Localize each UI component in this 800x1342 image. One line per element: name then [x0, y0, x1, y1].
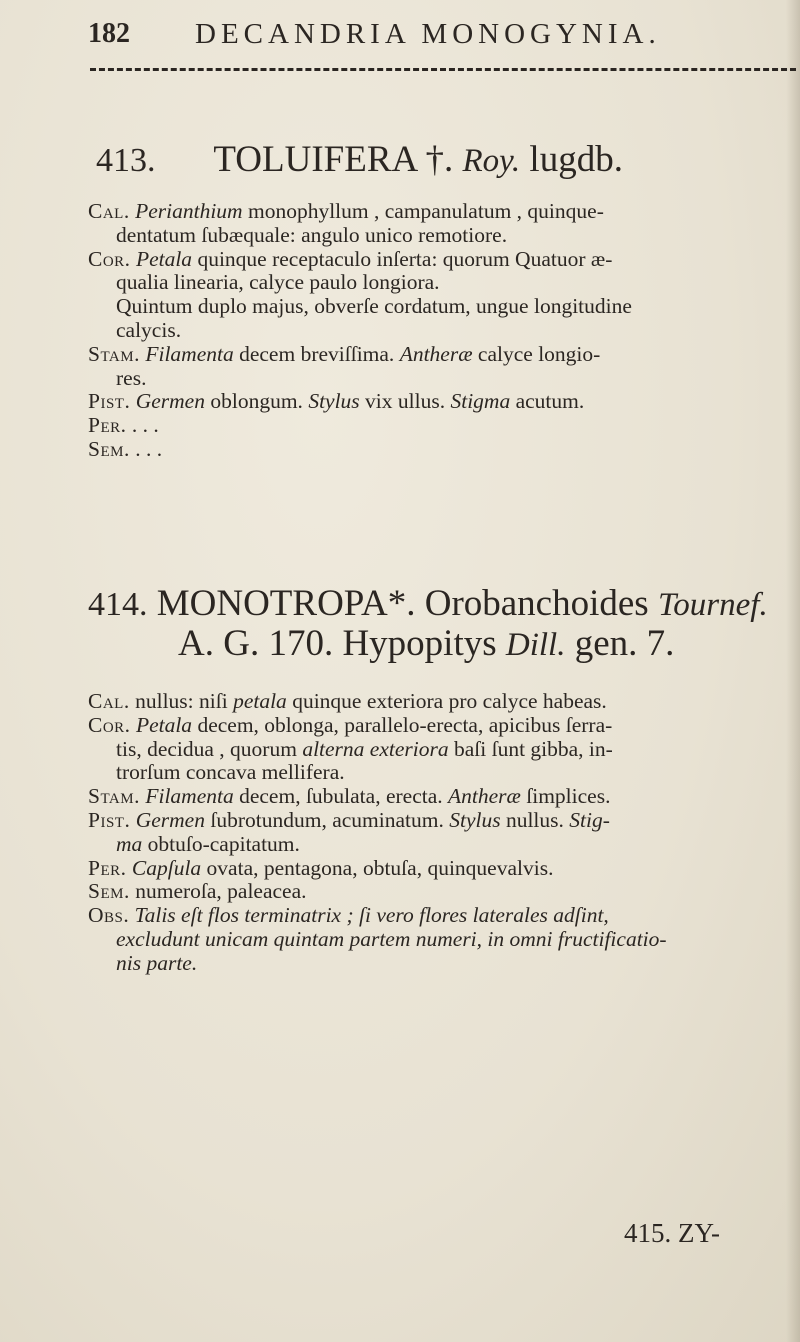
desc-line: nis parte.: [116, 950, 198, 975]
catchword: 415. ZY-: [624, 1218, 720, 1248]
genus-name: MONOTROPA: [156, 583, 388, 624]
entry-414-heading-line2: A. G. 170. Hypopitys Dill. gen. 7.: [178, 623, 675, 664]
desc-line: Obs. Talis eſt flos terminatrix ; ſi vero flores laterales adſint,: [88, 903, 609, 928]
desc-line: qualia linearia, calyce paulo longiora.: [116, 270, 440, 295]
page-edge-shadow: [786, 0, 800, 1342]
desc-line: Pist. Germen ſubrotundum, acuminatum. Stylus nullus. Stig-: [88, 807, 610, 832]
dagger-mark: †.: [425, 139, 454, 180]
entry-414-description: [88, 690, 788, 976]
desc-line: Sem. numeroſa, paleacea.: [88, 879, 307, 904]
synonym: Orobanchoides: [415, 583, 658, 624]
desc-line: Pist. Germen oblongum. Stylus vix ullus. Stigma acutum.: [88, 389, 585, 414]
desc-line: Stam. Filamenta decem, ſubulata, erecta. Antheræ ſimplices.: [88, 784, 611, 809]
desc-line: Cor. Petala quinque receptaculo inſerta: quorum Quatuor æ-: [88, 246, 613, 271]
entry-413-heading: [96, 138, 623, 181]
desc-line: excludunt unicam quintam partem numeri, in omni fructificatio-: [116, 926, 667, 951]
author-name: Dill.: [505, 627, 566, 663]
desc-line: calycis.: [116, 317, 182, 342]
star-mark: *.: [387, 583, 416, 624]
page-header: [0, 14, 800, 54]
desc-line: Sem. . . .: [88, 436, 163, 461]
desc-line: Per. . . .: [88, 413, 159, 438]
entry-number: 413.: [96, 142, 156, 179]
source-ref: lugdb.: [529, 139, 623, 180]
page-number: 182: [88, 18, 130, 49]
desc-line: Cal. Perianthium monophyllum , campanulatum , quinque-: [88, 199, 604, 223]
desc-line: Cal. nullus: niſi petala quinque exteriora pro calyce habeas.: [88, 689, 607, 713]
desc-line: Stam. Filamenta decem breviſſima. Antheræ calyce longio-: [88, 341, 601, 366]
entry-414-heading: [88, 582, 768, 625]
desc-line: trorſum concava mellifera.: [116, 760, 345, 785]
desc-line: res.: [116, 365, 147, 390]
running-head: DECANDRIA MONOGYNIA.: [195, 18, 661, 50]
desc-line: Quintum duplo majus, obverſe cordatum, ungue longitudine: [116, 294, 632, 319]
header-rule: [90, 68, 796, 75]
author-name: Tournef.: [657, 587, 768, 623]
desc-line: Per. Capſula ovata, pentagona, obtuſa, quinquevalvis.: [88, 855, 554, 880]
desc-line: ma obtuſo-capitatum.: [116, 831, 300, 856]
author-name: Roy.: [462, 143, 521, 179]
entry-413-description: [88, 200, 788, 462]
desc-line: Cor. Petala decem, oblonga, parallelo-erecta, apicibus ſerra-: [88, 712, 613, 737]
entry-number: 414.: [88, 586, 148, 623]
genus-name: TOLUIFERA: [213, 139, 417, 180]
desc-line: tis, decidua , quorum alterna exteriora baſi ſunt gibba, in-: [116, 736, 613, 761]
desc-line: dentatum ſubæquale: angulo unico remotiore.: [116, 222, 508, 247]
